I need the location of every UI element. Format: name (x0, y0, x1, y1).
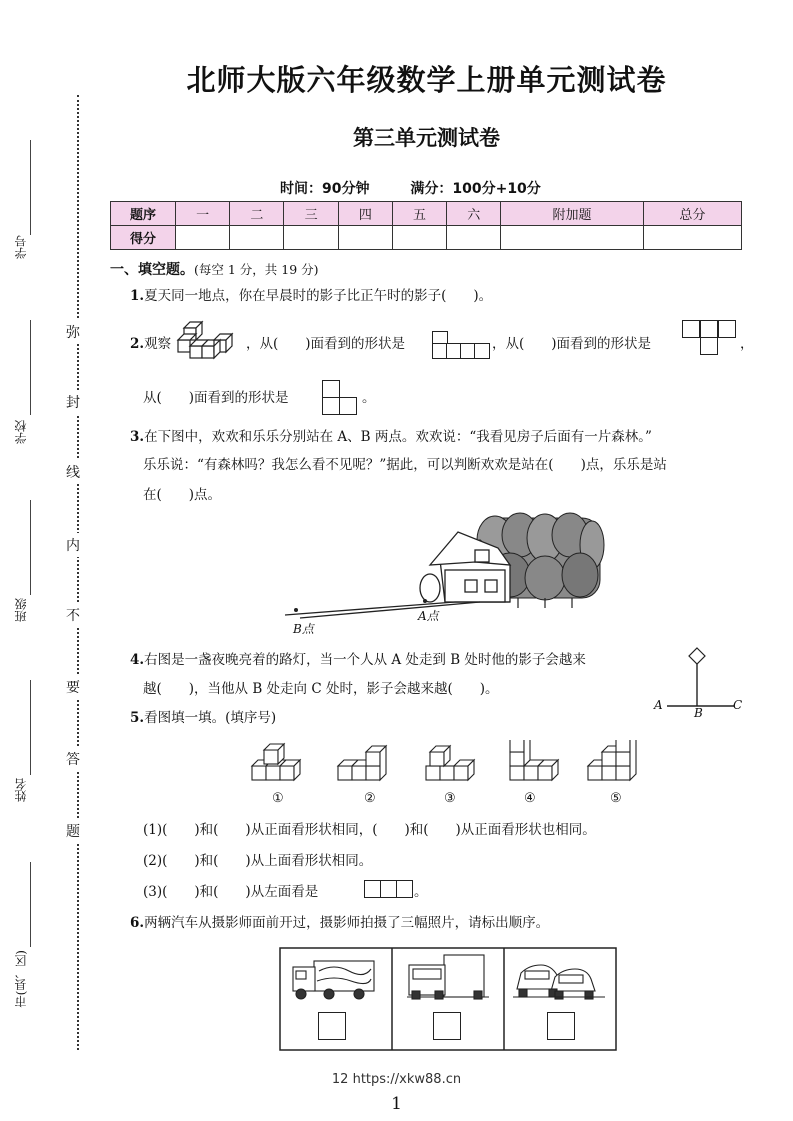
question-number: 1. (130, 288, 145, 304)
col-3: 三 (284, 202, 338, 226)
binding-dotted-line (77, 95, 79, 1050)
question-6-text: 两辆汽车从摄影师面前开过，摄影师拍摄了三幅照片，请标出顺序。 (144, 915, 550, 931)
watermark: 12 https://xkw88.cn (331, 1072, 462, 1087)
binding-char: 线 (66, 460, 80, 484)
col-bonus: 附加题 (501, 202, 643, 226)
cube-figure-3 (426, 746, 474, 780)
col-4: 四 (338, 202, 392, 226)
question-3-line-1 (130, 427, 652, 447)
col-2: 二 (230, 202, 284, 226)
section-1-title: 一、填空题。 (110, 262, 194, 278)
cube-figure-5 (588, 740, 636, 780)
label-b: B (694, 706, 703, 720)
order-answer-box-1[interactable] (318, 1012, 346, 1040)
page-subtitle: 第三单元测试卷 (353, 126, 500, 150)
col-1: 一 (176, 202, 230, 226)
binding-char: 要 (66, 675, 80, 699)
order-answer-box-2[interactable] (433, 1012, 461, 1040)
section-1-note: (每空 1 分，共 19 分) (194, 262, 319, 277)
figure-label-2: ② (364, 791, 376, 806)
page-title: 北师大版六年级数学上册单元测试卷 (186, 63, 667, 97)
col-total: 总分 (643, 202, 741, 226)
score-cell[interactable] (176, 226, 230, 250)
question-number: 4. (130, 652, 145, 668)
label-point-a: A点 (418, 609, 439, 623)
exam-full-score: 满分：100分+10分 (410, 181, 541, 197)
question-number: 2. (130, 336, 145, 352)
question-2-view-2 (682, 320, 738, 356)
label-district: 市(县、区) (14, 950, 28, 1008)
question-5-title: 看图填一填。 (144, 710, 226, 726)
cube-figure-4 (510, 740, 558, 780)
question-number: 5. (130, 710, 145, 726)
score-cell[interactable] (230, 226, 284, 250)
binding-char: 题 (66, 819, 80, 843)
cube-figure-1 (252, 744, 300, 780)
label-c: C (733, 698, 743, 712)
score-cell[interactable] (284, 226, 338, 250)
question-2-comma: ， (740, 336, 754, 352)
question-2-text-5: 从( )面看到的形状是 (143, 390, 289, 406)
binding-margin (50, 95, 78, 1050)
question-4-text: 右图是一盏夜晚亮着的路灯，当一个人从 A 处走到 B 处时他的影子会越来 (144, 652, 586, 668)
row-label-order: 题序 (111, 202, 176, 226)
streetlamp-diagram (662, 646, 742, 714)
score-cell[interactable] (338, 226, 392, 250)
binding-char: 封 (66, 390, 80, 414)
question-3-text: 在下图中，欢欢和乐乐分别站在 A、B 两点。欢欢说：“我看见房子后面有一片森林。” (144, 429, 652, 445)
question-2-period: 。 (362, 390, 376, 406)
question-5-left-view (364, 880, 414, 900)
student-info-fields (0, 0, 48, 1121)
score-cell[interactable] (447, 226, 501, 250)
question-6 (130, 913, 549, 933)
question-4-line-2: 越( )，当他从 B 处走向 C 处时，影子会越来越( )。 (143, 681, 499, 697)
score-table (110, 201, 742, 250)
figure-label-5: ⑤ (610, 791, 622, 806)
col-6: 六 (447, 202, 501, 226)
house-forest-illustration (280, 510, 610, 635)
question-3-line-2: 乐乐说：“有森林吗？我怎么看不见呢？”据此，可以判断欢欢是站在( )点，乐乐是站 (143, 457, 667, 473)
question-4-line-1 (130, 650, 586, 670)
label-school: 学校 (14, 420, 28, 444)
section-1-heading (110, 259, 319, 279)
score-cell[interactable] (501, 226, 643, 250)
order-answer-box-3[interactable] (547, 1012, 575, 1040)
question-2-solid-figure (174, 318, 244, 362)
cube-figures-row (248, 740, 648, 788)
binding-char: 内 (66, 533, 80, 557)
label-student-id: 学号 (14, 235, 28, 259)
question-5-sub-3: (3)( )和( )从左面看是 (143, 884, 319, 900)
question-number: 3. (130, 429, 145, 445)
score-cell[interactable] (392, 226, 446, 250)
row-label-score: 得分 (111, 226, 176, 250)
truck-photo-1 (293, 961, 374, 999)
question-3-line-3: 在( )点。 (143, 487, 222, 503)
score-cell[interactable] (643, 226, 741, 250)
col-5: 五 (392, 202, 446, 226)
binding-char: 弥 (66, 320, 80, 344)
exam-meta (280, 178, 577, 198)
figure-label-4: ④ (524, 791, 536, 806)
label-class: 班级 (14, 598, 28, 622)
label-a: A (654, 698, 663, 712)
binding-char: 答 (66, 747, 80, 771)
point-b-marker (294, 608, 298, 612)
lamp-icon (689, 648, 705, 664)
question-1 (130, 286, 492, 306)
question-5-note: (填序号) (225, 710, 277, 726)
question-2-line-1 (130, 334, 171, 354)
question-5-period: 。 (414, 884, 428, 900)
point-a-marker (423, 599, 427, 603)
binding-char: 不 (66, 603, 80, 627)
question-number: 6. (130, 915, 145, 931)
question-1-text: 夏天同一地点，你在早晨时的影子比正午时的影子( )。 (144, 288, 493, 304)
exam-time: 时间：90分钟 (280, 181, 370, 197)
question-5-heading (130, 708, 276, 728)
question-2-text-2: ，从( )面看到的形状是 (246, 336, 406, 352)
figure-label-3: ③ (444, 791, 456, 806)
page-number: 1 (391, 1094, 402, 1114)
label-point-b: B点 (293, 622, 314, 636)
question-2-text-3: ，从( )面看到的形状是 (492, 336, 652, 352)
figure-label-1: ① (272, 791, 284, 806)
question-5-sub-2: (2)( )和( )从上面看形状相同。 (143, 853, 373, 869)
cube-figure-2 (338, 746, 386, 780)
question-2-view-1 (432, 331, 488, 359)
question-2-text: 观察 (144, 336, 172, 352)
label-name: 姓名 (14, 778, 28, 802)
question-2-view-3 (322, 380, 362, 414)
question-5-sub-1: (1)( )和( )从正面看形状相同，( )和( )从正面看形状也相同。 (143, 822, 596, 838)
